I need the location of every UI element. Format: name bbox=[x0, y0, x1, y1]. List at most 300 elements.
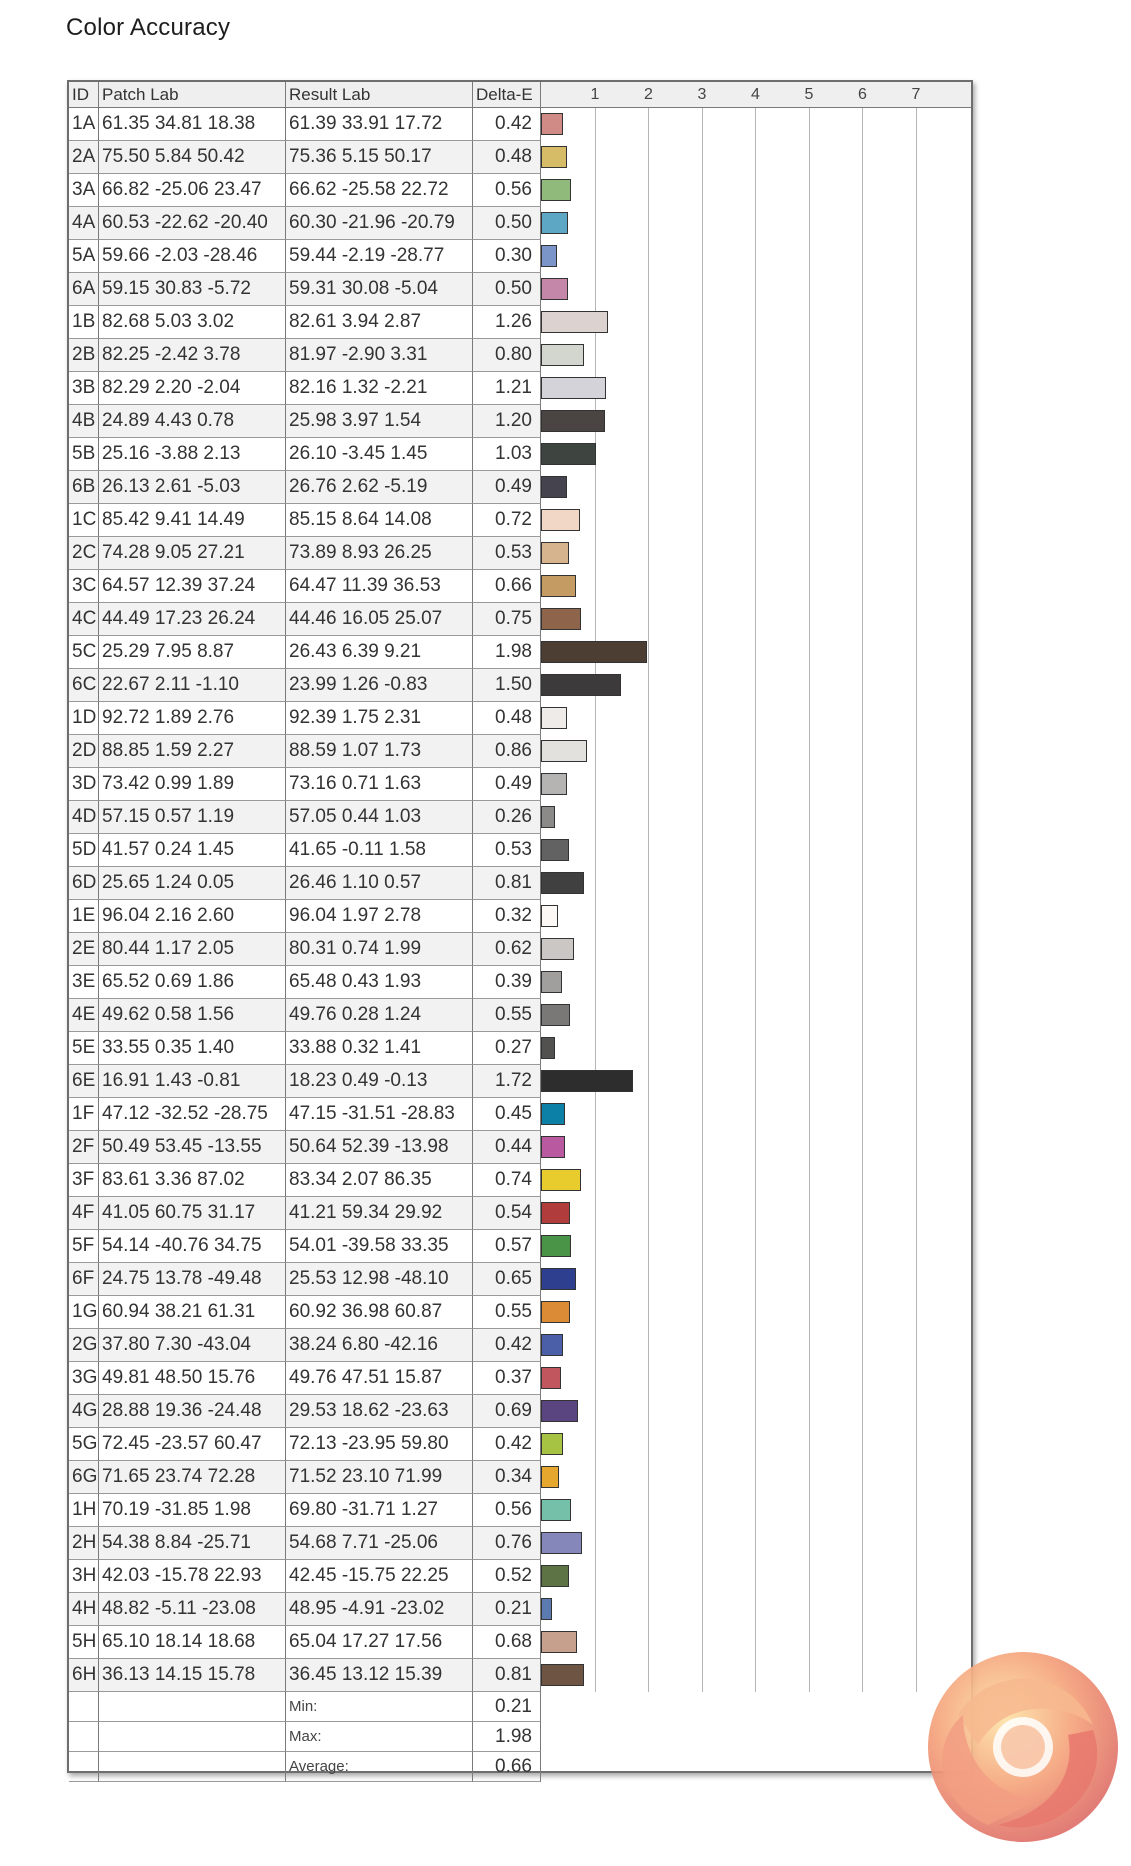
cell-id: 6F bbox=[69, 1263, 99, 1296]
cell-de: 0.44 bbox=[473, 1131, 541, 1164]
cell-de: 0.75 bbox=[473, 603, 541, 636]
cell-de: 0.66 bbox=[473, 570, 541, 603]
table-row bbox=[69, 471, 971, 504]
cell-result: 38.24 6.80 -42.16 bbox=[286, 1329, 473, 1362]
cell-de: 0.81 bbox=[473, 1659, 541, 1692]
cell-result: 36.45 13.12 15.39 bbox=[286, 1659, 473, 1692]
delta-e-bar bbox=[541, 707, 567, 729]
cell-result: 26.10 -3.45 1.45 bbox=[286, 438, 473, 471]
cell-de: 1.26 bbox=[473, 306, 541, 339]
cell-de: 0.69 bbox=[473, 1395, 541, 1428]
cell-id: 2F bbox=[69, 1131, 99, 1164]
delta-e-bar bbox=[541, 1400, 578, 1422]
axis-tick-label: 4 bbox=[751, 86, 760, 103]
cell-patch: 48.82 -5.11 -23.08 bbox=[99, 1593, 286, 1626]
cell-patch: 25.29 7.95 8.87 bbox=[99, 636, 286, 669]
summary-row bbox=[69, 1752, 971, 1782]
table-row bbox=[69, 801, 971, 834]
cell-result: 75.36 5.15 50.17 bbox=[286, 141, 473, 174]
cell-patch: 88.85 1.59 2.27 bbox=[99, 735, 286, 768]
cell-patch: 41.57 0.24 1.45 bbox=[99, 834, 286, 867]
table-row bbox=[69, 636, 971, 669]
cell-patch: 75.50 5.84 50.42 bbox=[99, 141, 286, 174]
summary-value: 0.66 bbox=[473, 1752, 541, 1782]
cell-result: 59.31 30.08 -5.04 bbox=[286, 273, 473, 306]
cell-patch: 60.94 38.21 61.31 bbox=[99, 1296, 286, 1329]
delta-e-bar bbox=[541, 1301, 570, 1323]
cell-result: 33.88 0.32 1.41 bbox=[286, 1032, 473, 1065]
table-row bbox=[69, 1362, 971, 1395]
axis-tick-label: 1 bbox=[590, 86, 600, 103]
cell-patch: 44.49 17.23 26.24 bbox=[99, 603, 286, 636]
cell-patch: 73.42 0.99 1.89 bbox=[99, 768, 286, 801]
delta-e-bar bbox=[541, 806, 555, 828]
delta-e-bar bbox=[541, 443, 596, 465]
delta-e-bar bbox=[541, 377, 606, 399]
cell-id: 5H bbox=[69, 1626, 99, 1659]
cell-de: 0.56 bbox=[473, 174, 541, 207]
summary-label: Min: bbox=[286, 1692, 473, 1722]
delta-e-bar bbox=[541, 476, 567, 498]
cell-de: 0.42 bbox=[473, 108, 541, 141]
cell-de: 0.81 bbox=[473, 867, 541, 900]
delta-e-bar bbox=[541, 1664, 584, 1686]
delta-e-bar bbox=[541, 971, 562, 993]
cell-result: 81.97 -2.90 3.31 bbox=[286, 339, 473, 372]
table-row bbox=[69, 966, 971, 999]
table-row bbox=[69, 1263, 971, 1296]
cell-patch: 66.82 -25.06 23.47 bbox=[99, 174, 286, 207]
cell-id: 2G bbox=[69, 1329, 99, 1362]
cell-patch: 41.05 60.75 31.17 bbox=[99, 1197, 286, 1230]
table-row bbox=[69, 1593, 971, 1626]
cell-id: 3D bbox=[69, 768, 99, 801]
delta-e-bar bbox=[541, 1334, 563, 1356]
cell-de: 0.32 bbox=[473, 900, 541, 933]
table-row bbox=[69, 1395, 971, 1428]
delta-e-bar bbox=[541, 1565, 569, 1587]
header-patch-lab: Patch Lab bbox=[99, 82, 286, 108]
cell-id: 6E bbox=[69, 1065, 99, 1098]
cell-id: 1A bbox=[69, 108, 99, 141]
cell-result: 61.39 33.91 17.72 bbox=[286, 108, 473, 141]
cell-patch: 65.52 0.69 1.86 bbox=[99, 966, 286, 999]
delta-e-bar bbox=[541, 212, 568, 234]
cell-patch: 26.13 2.61 -5.03 bbox=[99, 471, 286, 504]
cell-patch: 82.68 5.03 3.02 bbox=[99, 306, 286, 339]
cell-id: 4E bbox=[69, 999, 99, 1032]
cell-result: 54.01 -39.58 33.35 bbox=[286, 1230, 473, 1263]
cell-de: 0.26 bbox=[473, 801, 541, 834]
summary-label: Average: bbox=[286, 1752, 473, 1782]
table-row bbox=[69, 1494, 971, 1527]
cell-result: 26.46 1.10 0.57 bbox=[286, 867, 473, 900]
delta-e-bar bbox=[541, 1598, 552, 1620]
table-row bbox=[69, 603, 971, 636]
cell-id: 2A bbox=[69, 141, 99, 174]
cell-result: 25.53 12.98 -48.10 bbox=[286, 1263, 473, 1296]
cell-result: 25.98 3.97 1.54 bbox=[286, 405, 473, 438]
table-row bbox=[69, 174, 971, 207]
table-row bbox=[69, 306, 971, 339]
table-row bbox=[69, 1065, 971, 1098]
cell-patch: 83.61 3.36 87.02 bbox=[99, 1164, 286, 1197]
table-row bbox=[69, 1230, 971, 1263]
cell-patch: 70.19 -31.85 1.98 bbox=[99, 1494, 286, 1527]
cell-de: 0.49 bbox=[473, 471, 541, 504]
delta-e-bar bbox=[541, 542, 569, 564]
cell-de: 0.48 bbox=[473, 141, 541, 174]
cell-patch: 72.45 -23.57 60.47 bbox=[99, 1428, 286, 1461]
delta-e-bar bbox=[541, 1103, 565, 1125]
cell-patch: 64.57 12.39 37.24 bbox=[99, 570, 286, 603]
table-row bbox=[69, 1527, 971, 1560]
cell-id: 2H bbox=[69, 1527, 99, 1560]
cell-result: 64.47 11.39 36.53 bbox=[286, 570, 473, 603]
cell-id: 3G bbox=[69, 1362, 99, 1395]
cell-de: 0.37 bbox=[473, 1362, 541, 1395]
delta-e-bar bbox=[541, 509, 580, 531]
cell-result: 69.80 -31.71 1.27 bbox=[286, 1494, 473, 1527]
delta-e-bar bbox=[541, 1136, 565, 1158]
cell-result: 65.04 17.27 17.56 bbox=[286, 1626, 473, 1659]
cell-result: 92.39 1.75 2.31 bbox=[286, 702, 473, 735]
cell-result: 73.89 8.93 26.25 bbox=[286, 537, 473, 570]
delta-e-bar bbox=[541, 641, 647, 663]
cell-patch: 28.88 19.36 -24.48 bbox=[99, 1395, 286, 1428]
cell-de: 0.74 bbox=[473, 1164, 541, 1197]
delta-e-bar bbox=[541, 608, 581, 630]
cell-patch: 96.04 2.16 2.60 bbox=[99, 900, 286, 933]
cell-de: 0.65 bbox=[473, 1263, 541, 1296]
table-row bbox=[69, 1296, 971, 1329]
cell-result: 49.76 0.28 1.24 bbox=[286, 999, 473, 1032]
table-row bbox=[69, 537, 971, 570]
cell-de: 1.98 bbox=[473, 636, 541, 669]
summary-value: 0.21 bbox=[473, 1692, 541, 1722]
cell-id: 2B bbox=[69, 339, 99, 372]
cell-id: 4H bbox=[69, 1593, 99, 1626]
header-result-lab: Result Lab bbox=[286, 82, 473, 108]
cell-patch: 60.53 -22.62 -20.40 bbox=[99, 207, 286, 240]
cell-patch: 24.75 13.78 -49.48 bbox=[99, 1263, 286, 1296]
table-row bbox=[69, 768, 971, 801]
table-row bbox=[69, 900, 971, 933]
cell-patch: 82.25 -2.42 3.78 bbox=[99, 339, 286, 372]
color-accuracy-report bbox=[67, 80, 973, 1777]
cell-result: 26.76 2.62 -5.19 bbox=[286, 471, 473, 504]
table-row bbox=[69, 273, 971, 306]
delta-e-bar bbox=[541, 344, 584, 366]
cell-id: 2E bbox=[69, 933, 99, 966]
table-row bbox=[69, 1197, 971, 1230]
cell-patch: 82.29 2.20 -2.04 bbox=[99, 372, 286, 405]
cell-de: 0.53 bbox=[473, 834, 541, 867]
cell-result: 59.44 -2.19 -28.77 bbox=[286, 240, 473, 273]
cell-result: 41.21 59.34 29.92 bbox=[286, 1197, 473, 1230]
delta-e-bar bbox=[541, 1169, 581, 1191]
cell-id: 4F bbox=[69, 1197, 99, 1230]
cell-de: 0.50 bbox=[473, 207, 541, 240]
cell-de: 0.34 bbox=[473, 1461, 541, 1494]
cell-de: 1.20 bbox=[473, 405, 541, 438]
cell-patch: 37.80 7.30 -43.04 bbox=[99, 1329, 286, 1362]
cell-de: 0.76 bbox=[473, 1527, 541, 1560]
cell-id: 4G bbox=[69, 1395, 99, 1428]
delta-e-bar bbox=[541, 278, 568, 300]
summary-empty-cell bbox=[69, 1722, 99, 1752]
axis-tick-label: 2 bbox=[644, 86, 653, 103]
header-id: ID bbox=[69, 82, 99, 108]
cell-id: 1H bbox=[69, 1494, 99, 1527]
cell-de: 0.21 bbox=[473, 1593, 541, 1626]
cell-result: 44.46 16.05 25.07 bbox=[286, 603, 473, 636]
cell-id: 1E bbox=[69, 900, 99, 933]
delta-e-bar bbox=[541, 179, 571, 201]
cell-de: 0.53 bbox=[473, 537, 541, 570]
table-row bbox=[69, 141, 971, 174]
delta-e-bar bbox=[541, 740, 587, 762]
cell-de: 0.68 bbox=[473, 1626, 541, 1659]
table-row bbox=[69, 1131, 971, 1164]
cell-patch: 92.72 1.89 2.76 bbox=[99, 702, 286, 735]
delta-e-bar bbox=[541, 1070, 633, 1092]
cell-id: 3F bbox=[69, 1164, 99, 1197]
table-row bbox=[69, 339, 971, 372]
cell-result: 82.16 1.32 -2.21 bbox=[286, 372, 473, 405]
cell-patch: 71.65 23.74 72.28 bbox=[99, 1461, 286, 1494]
cell-id: 6A bbox=[69, 273, 99, 306]
cell-id: 4B bbox=[69, 405, 99, 438]
cell-de: 0.27 bbox=[473, 1032, 541, 1065]
cell-id: 4A bbox=[69, 207, 99, 240]
table-row bbox=[69, 1098, 971, 1131]
cell-patch: 16.91 1.43 -0.81 bbox=[99, 1065, 286, 1098]
cell-de: 0.30 bbox=[473, 240, 541, 273]
delta-e-bar bbox=[541, 410, 605, 432]
table-row bbox=[69, 999, 971, 1032]
delta-e-bar bbox=[541, 575, 576, 597]
cell-id: 1B bbox=[69, 306, 99, 339]
table-row bbox=[69, 1461, 971, 1494]
cell-result: 82.61 3.94 2.87 bbox=[286, 306, 473, 339]
table-row bbox=[69, 735, 971, 768]
table-row bbox=[69, 240, 971, 273]
cell-id: 6D bbox=[69, 867, 99, 900]
cell-patch: 50.49 53.45 -13.55 bbox=[99, 1131, 286, 1164]
cell-id: 6B bbox=[69, 471, 99, 504]
cell-result: 57.05 0.44 1.03 bbox=[286, 801, 473, 834]
cell-patch: 54.14 -40.76 34.75 bbox=[99, 1230, 286, 1263]
cell-de: 0.55 bbox=[473, 999, 541, 1032]
cell-patch: 36.13 14.15 15.78 bbox=[99, 1659, 286, 1692]
cell-id: 6G bbox=[69, 1461, 99, 1494]
table-row bbox=[69, 1329, 971, 1362]
cell-de: 0.45 bbox=[473, 1098, 541, 1131]
cell-result: 71.52 23.10 71.99 bbox=[286, 1461, 473, 1494]
cell-result: 50.64 52.39 -13.98 bbox=[286, 1131, 473, 1164]
cell-id: 3A bbox=[69, 174, 99, 207]
cell-de: 1.72 bbox=[473, 1065, 541, 1098]
cell-id: 5G bbox=[69, 1428, 99, 1461]
cell-result: 72.13 -23.95 59.80 bbox=[286, 1428, 473, 1461]
table-row bbox=[69, 702, 971, 735]
cell-de: 0.50 bbox=[473, 273, 541, 306]
cell-id: 4C bbox=[69, 603, 99, 636]
delta-e-bar bbox=[541, 674, 621, 696]
cell-result: 96.04 1.97 2.78 bbox=[286, 900, 473, 933]
delta-e-bar bbox=[541, 1367, 561, 1389]
header-delta-e: Delta-E bbox=[473, 82, 541, 108]
summary-label: Max: bbox=[286, 1722, 473, 1752]
cell-de: 1.21 bbox=[473, 372, 541, 405]
cell-patch: 25.16 -3.88 2.13 bbox=[99, 438, 286, 471]
summary-empty-cell bbox=[99, 1692, 286, 1722]
cell-de: 0.72 bbox=[473, 504, 541, 537]
cell-id: 2D bbox=[69, 735, 99, 768]
cell-id: 1F bbox=[69, 1098, 99, 1131]
table-row bbox=[69, 669, 971, 702]
cell-result: 66.62 -25.58 22.72 bbox=[286, 174, 473, 207]
cell-de: 0.56 bbox=[473, 1494, 541, 1527]
cell-id: 3C bbox=[69, 570, 99, 603]
cell-patch: 49.62 0.58 1.56 bbox=[99, 999, 286, 1032]
delta-e-bar bbox=[541, 1631, 577, 1653]
cell-de: 0.42 bbox=[473, 1329, 541, 1362]
cell-result: 60.30 -21.96 -20.79 bbox=[286, 207, 473, 240]
table-row bbox=[69, 438, 971, 471]
cell-patch: 54.38 8.84 -25.71 bbox=[99, 1527, 286, 1560]
delta-e-bar bbox=[541, 1466, 559, 1488]
cell-result: 80.31 0.74 1.99 bbox=[286, 933, 473, 966]
cell-id: 5F bbox=[69, 1230, 99, 1263]
summary-value: 1.98 bbox=[473, 1722, 541, 1752]
axis-tick-label: 6 bbox=[858, 86, 867, 103]
delta-e-bar bbox=[541, 839, 569, 861]
cell-de: 0.52 bbox=[473, 1560, 541, 1593]
cell-de: 0.55 bbox=[473, 1296, 541, 1329]
delta-e-bar bbox=[541, 1532, 582, 1554]
cell-id: 5C bbox=[69, 636, 99, 669]
table-row bbox=[69, 207, 971, 240]
delta-e-bar bbox=[541, 1037, 555, 1059]
table-row bbox=[69, 1626, 971, 1659]
cell-id: 6C bbox=[69, 669, 99, 702]
cell-result: 48.95 -4.91 -23.02 bbox=[286, 1593, 473, 1626]
cell-de: 0.80 bbox=[473, 339, 541, 372]
cell-id: 3E bbox=[69, 966, 99, 999]
cell-result: 23.99 1.26 -0.83 bbox=[286, 669, 473, 702]
cell-result: 83.34 2.07 86.35 bbox=[286, 1164, 473, 1197]
cell-patch: 61.35 34.81 18.38 bbox=[99, 108, 286, 141]
cell-id: 4D bbox=[69, 801, 99, 834]
cell-de: 0.62 bbox=[473, 933, 541, 966]
cell-de: 1.50 bbox=[473, 669, 541, 702]
cell-result: 73.16 0.71 1.63 bbox=[286, 768, 473, 801]
summary-row bbox=[69, 1692, 971, 1722]
cell-patch: 33.55 0.35 1.40 bbox=[99, 1032, 286, 1065]
cell-result: 42.45 -15.75 22.25 bbox=[286, 1560, 473, 1593]
cell-result: 29.53 18.62 -23.63 bbox=[286, 1395, 473, 1428]
cell-patch: 57.15 0.57 1.19 bbox=[99, 801, 286, 834]
cell-patch: 59.66 -2.03 -28.46 bbox=[99, 240, 286, 273]
table-row bbox=[69, 372, 971, 405]
delta-e-bar bbox=[541, 113, 563, 135]
delta-e-bar bbox=[541, 146, 567, 168]
cell-de: 0.57 bbox=[473, 1230, 541, 1263]
cell-result: 60.92 36.98 60.87 bbox=[286, 1296, 473, 1329]
axis-tick-label: 3 bbox=[697, 86, 707, 103]
axis-tick-label: 5 bbox=[804, 86, 814, 103]
page-title: Color Accuracy bbox=[66, 14, 231, 41]
cell-de: 0.54 bbox=[473, 1197, 541, 1230]
summary-row bbox=[69, 1722, 971, 1752]
cell-id: 1C bbox=[69, 504, 99, 537]
table-row bbox=[69, 1560, 971, 1593]
delta-e-bar bbox=[541, 773, 567, 795]
delta-e-bar bbox=[541, 1433, 563, 1455]
cell-id: 5A bbox=[69, 240, 99, 273]
cell-patch: 22.67 2.11 -1.10 bbox=[99, 669, 286, 702]
table-row bbox=[69, 1032, 971, 1065]
cell-patch: 85.42 9.41 14.49 bbox=[99, 504, 286, 537]
cell-id: 5D bbox=[69, 834, 99, 867]
cell-patch: 42.03 -15.78 22.93 bbox=[99, 1560, 286, 1593]
table-row bbox=[69, 405, 971, 438]
table-row bbox=[69, 933, 971, 966]
cell-de: 0.48 bbox=[473, 702, 541, 735]
table-row bbox=[69, 1659, 971, 1692]
cell-patch: 47.12 -32.52 -28.75 bbox=[99, 1098, 286, 1131]
table-row bbox=[69, 867, 971, 900]
cell-id: 5B bbox=[69, 438, 99, 471]
cell-id: 5E bbox=[69, 1032, 99, 1065]
cell-result: 47.15 -31.51 -28.83 bbox=[286, 1098, 473, 1131]
cell-result: 88.59 1.07 1.73 bbox=[286, 735, 473, 768]
brand-logo bbox=[918, 1635, 1128, 1860]
axis-tick-label: 7 bbox=[911, 86, 921, 103]
delta-e-bar bbox=[541, 1004, 570, 1026]
cell-de: 0.49 bbox=[473, 768, 541, 801]
cell-patch: 65.10 18.14 18.68 bbox=[99, 1626, 286, 1659]
delta-e-bar bbox=[541, 872, 584, 894]
cell-id: 1G bbox=[69, 1296, 99, 1329]
cell-patch: 49.81 48.50 15.76 bbox=[99, 1362, 286, 1395]
summary-empty-cell bbox=[69, 1692, 99, 1722]
cell-result: 54.68 7.71 -25.06 bbox=[286, 1527, 473, 1560]
cell-patch: 59.15 30.83 -5.72 bbox=[99, 273, 286, 306]
summary-empty-cell bbox=[99, 1722, 286, 1752]
table-row bbox=[69, 504, 971, 537]
delta-e-bar bbox=[541, 1499, 571, 1521]
table-row bbox=[69, 108, 971, 141]
cell-result: 65.48 0.43 1.93 bbox=[286, 966, 473, 999]
cell-patch: 80.44 1.17 2.05 bbox=[99, 933, 286, 966]
cell-result: 49.76 47.51 15.87 bbox=[286, 1362, 473, 1395]
cell-result: 18.23 0.49 -0.13 bbox=[286, 1065, 473, 1098]
delta-e-bar bbox=[541, 1235, 571, 1257]
summary-empty-cell bbox=[69, 1752, 99, 1782]
cell-id: 2C bbox=[69, 537, 99, 570]
table-row bbox=[69, 834, 971, 867]
cell-id: 3H bbox=[69, 1560, 99, 1593]
cell-id: 6H bbox=[69, 1659, 99, 1692]
cell-de: 0.86 bbox=[473, 735, 541, 768]
table-row bbox=[69, 1428, 971, 1461]
table-row bbox=[69, 1164, 971, 1197]
cell-patch: 74.28 9.05 27.21 bbox=[99, 537, 286, 570]
cell-id: 3B bbox=[69, 372, 99, 405]
